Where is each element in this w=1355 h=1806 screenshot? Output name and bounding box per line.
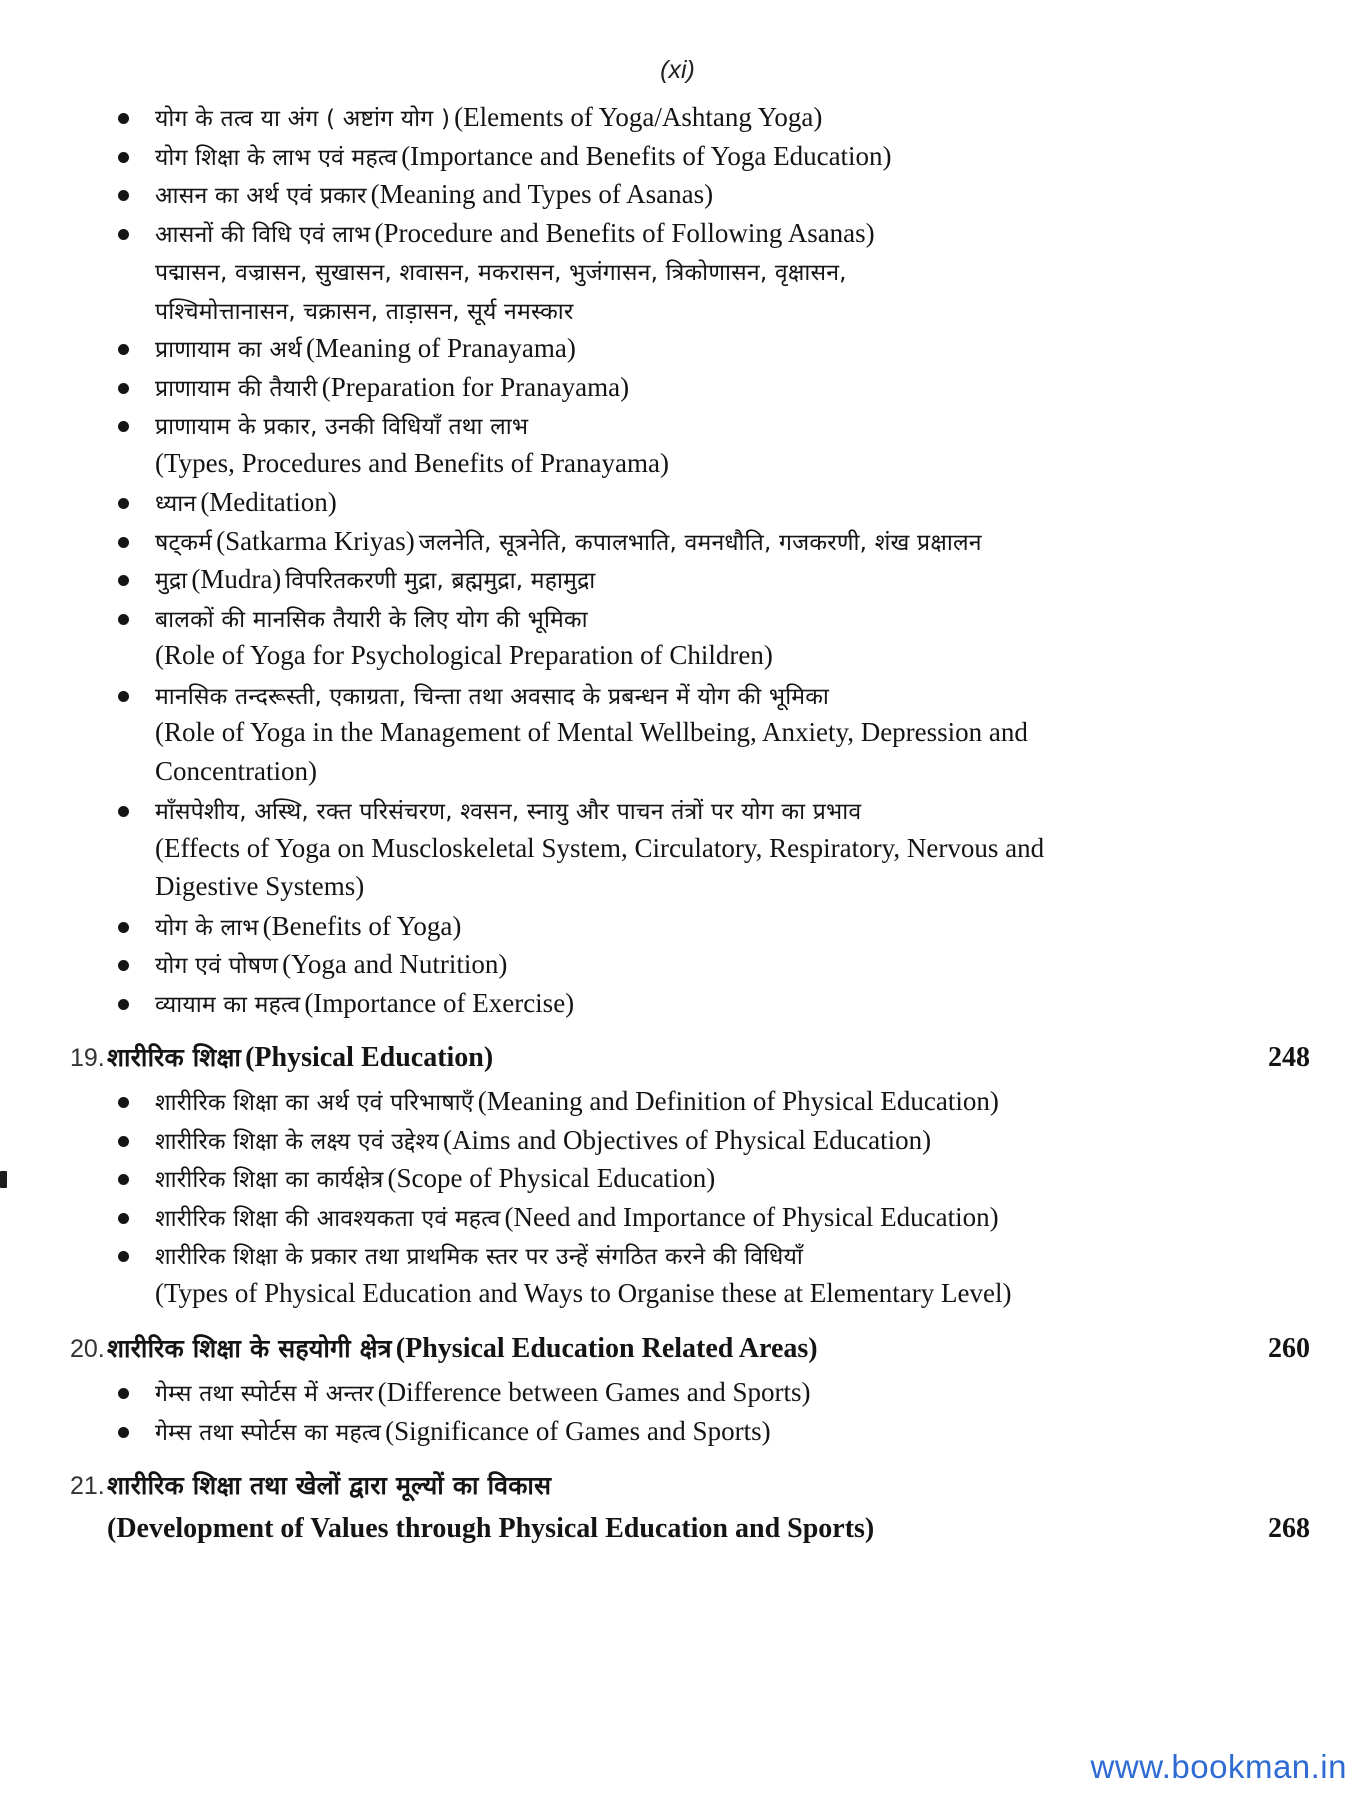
section-number: 20. <box>70 1335 105 1363</box>
bullet-icon <box>118 229 129 240</box>
entry-text-english: (Role of Yoga in the Management of Mental Wellbeing, Anxiety, Depression and <box>155 717 1028 747</box>
toc-list <box>0 85 1355 1558</box>
entry-text <box>155 178 1310 210</box>
entry-text-english: (Importance of Exercise) <box>304 987 575 1018</box>
toc-entry <box>70 1085 1310 1124</box>
entry-text-english: Digestive Systems) <box>155 871 365 901</box>
entry-text <box>155 871 1310 902</box>
toc-entry <box>70 217 1310 256</box>
entry-text <box>155 448 1310 479</box>
entry-text <box>155 255 1310 287</box>
toc-entry <box>70 140 1310 179</box>
page-number-header: (xi) <box>660 56 695 84</box>
bullet-cell <box>118 1430 155 1438</box>
toc-entry <box>70 679 1310 718</box>
entry-text <box>107 1040 1248 1074</box>
toc-entry <box>70 1124 1310 1163</box>
entry-text-english: (Scope of Physical Education) <box>387 1163 716 1193</box>
toc-entry <box>70 640 1310 679</box>
toc-entry <box>70 1040 1310 1085</box>
entry-text-hindi: शारीरिक शिक्षा के लक्ष्य एवं उद्देश्य <box>155 1128 439 1155</box>
bullet-cell <box>118 540 155 548</box>
bullet-icon <box>118 1427 129 1438</box>
entry-text-hindi: जलनेति, सूत्रनेति, कपालभाति, वमनधौति, गजकरणी, शंख प्रक्षालन <box>418 529 982 556</box>
toc-entry <box>70 1239 1310 1278</box>
bullet-icon <box>118 498 129 509</box>
entry-text-hindi: शारीरिक शिक्षा का अर्थ एवं परिभाषाएँ <box>155 1090 474 1116</box>
entry-text <box>155 1201 1310 1233</box>
toc-entry <box>70 1468 1310 1513</box>
toc-entry <box>70 409 1310 448</box>
bullet-icon <box>118 691 129 702</box>
bullet-cell <box>118 809 155 817</box>
entry-text <box>155 717 1310 748</box>
entry-text <box>155 1162 1310 1194</box>
entry-text <box>107 1468 1310 1502</box>
bullet-cell <box>118 347 155 355</box>
toc-entry <box>70 602 1310 641</box>
toc-entry <box>70 486 1310 525</box>
entry-text-hindi: आसनों की विधि एवं लाभ <box>155 221 371 248</box>
entry-text-hindi: आसन का अर्थ एवं प्रकार <box>155 183 367 209</box>
entry-text <box>155 294 1310 326</box>
entry-text-hindi: गेम्स तथा स्पोर्टस में अन्तर <box>155 1381 374 1407</box>
entry-text <box>155 371 1310 403</box>
section-number: 21. <box>70 1472 105 1500</box>
entry-text-english: (Types of Physical Education and Ways to Organise these at Elementary Level) <box>155 1277 1012 1308</box>
entry-text <box>155 1239 1310 1271</box>
toc-entry <box>70 525 1310 564</box>
toc-entry <box>70 101 1310 140</box>
entry-text-english: (Mudra) <box>191 564 282 594</box>
entry-text-english: (Satkarma Kriyas) <box>216 525 415 556</box>
toc-entry <box>70 794 1310 833</box>
entry-text-hindi: व्यायाम का महत्व <box>155 991 301 1018</box>
entry-text-hindi: मानसिक तन्दरूस्ती, एकाग्रता, चिन्ता तथा अवसाद के प्रबन्धन में योग की भूमिका <box>155 683 830 710</box>
entry-text-english: (Procedure and Benefits of Following Asanas) <box>374 217 875 248</box>
entry-text-english: (Types, Procedures and Benefits of Pranayama) <box>155 447 669 478</box>
page-number: 268 <box>1268 1513 1310 1544</box>
bullet-cell <box>118 155 155 163</box>
entry-text-hindi: ध्यान <box>155 491 197 517</box>
bullet-icon <box>118 113 129 124</box>
section-number: 19. <box>70 1044 105 1072</box>
entry-text-hindi: गेम्स तथा स्पोर्टस का महत्व <box>155 1419 382 1446</box>
entry-text <box>155 833 1310 864</box>
bullet-icon <box>118 383 129 394</box>
bullet-cell <box>118 1002 155 1010</box>
bullet-icon <box>118 575 129 586</box>
toc-entry <box>70 987 1310 1026</box>
page-number: 260 <box>1268 1333 1310 1364</box>
bullet-cell <box>118 1100 155 1108</box>
entry-text-english: (Meaning and Definition of Physical Education) <box>477 1086 999 1116</box>
toc-entry <box>70 332 1310 371</box>
entry-text-english: (Aims and Objectives of Physical Education) <box>442 1124 932 1155</box>
entry-text-english: (Preparation for Pranayama) <box>321 371 630 402</box>
entry-text-hindi: योग एवं पोषण <box>155 953 279 979</box>
entry-text <box>155 217 1310 249</box>
toc-entry <box>70 1331 1310 1376</box>
bullet-icon <box>118 152 129 163</box>
entry-text-english: (Importance and Benefits of Yoga Education) <box>401 140 892 171</box>
bullet-icon <box>118 190 129 201</box>
bullet-icon <box>118 614 129 625</box>
entry-text-hindi: योग के तत्व या अंग ( अष्टांग योग ) <box>155 106 451 132</box>
toc-entry <box>70 1162 1310 1201</box>
toc-entry <box>70 371 1310 410</box>
entry-text <box>155 794 1310 826</box>
entry-text-hindi: माँसपेशीय, अस्थि, रक्त परिसंचरण, श्वसन, स्नायु और पाचन तंत्रों पर योग का प्रभाव <box>155 799 862 825</box>
entry-text-hindi: शारीरिक शिक्षा की आवश्यकता एवं महत्व <box>155 1205 501 1232</box>
toc-entry <box>70 871 1310 910</box>
bullet-icon <box>118 1174 129 1185</box>
entry-text <box>155 1415 1310 1447</box>
entry-text <box>155 563 1310 595</box>
entry-text <box>155 1085 1310 1117</box>
entry-text-english: (Yoga and Nutrition) <box>282 949 508 979</box>
entry-text <box>155 910 1310 942</box>
bullet-cell <box>118 963 155 971</box>
entry-text-english: (Physical Education) <box>245 1042 494 1073</box>
entry-text-hindi: मुद्रा <box>155 568 188 594</box>
entry-text <box>155 525 1310 557</box>
entry-text-hindi: योग के लाभ <box>155 914 259 941</box>
bullet-icon <box>118 1251 129 1262</box>
page-number: 248 <box>1268 1042 1310 1073</box>
bullet-icon <box>118 1388 129 1399</box>
watermark-link[interactable]: www.bookman.in <box>1090 1748 1347 1785</box>
bullet-cell <box>118 1216 155 1224</box>
entry-text-hindi: योग शिक्षा के लाभ एवं महत्व <box>155 144 398 171</box>
entry-text-hindi: प्राणायाम की तैयारी <box>155 375 318 402</box>
bullet-icon <box>118 537 129 548</box>
entry-text <box>155 101 1310 133</box>
entry-text-hindi: शारीरिक शिक्षा तथा खेलों द्वारा मूल्यों का विकास <box>107 1471 552 1500</box>
entry-text-english: (Role of Yoga for Psychological Preparation of Children) <box>155 640 773 670</box>
entry-text-english: (Effects of Yoga on Muscloskeletal System, Circulatory, Respiratory, Nervous and <box>155 832 1045 863</box>
bullet-cell <box>118 232 155 240</box>
bullet-icon <box>118 922 129 933</box>
bullet-icon <box>118 421 129 432</box>
bullet-cell <box>118 386 155 394</box>
entry-text <box>155 409 1310 441</box>
entry-text <box>155 679 1310 711</box>
entry-text <box>155 987 1310 1019</box>
entry-text-english: (Benefits of Yoga) <box>262 910 462 941</box>
bullet-cell <box>118 501 155 509</box>
entry-text <box>155 486 1310 518</box>
scan-artifact <box>0 1171 7 1188</box>
toc-entry <box>70 1376 1310 1415</box>
entry-text-english: (Difference between Games and Sports) <box>377 1377 811 1407</box>
bullet-icon <box>118 1097 129 1108</box>
entry-text <box>155 756 1310 787</box>
toc-entry <box>70 1513 1310 1558</box>
bullet-icon <box>118 806 129 817</box>
entry-text <box>155 640 1310 671</box>
bullet-cell <box>118 1177 155 1185</box>
toc-entry <box>70 255 1310 294</box>
bullet-cell <box>118 116 155 124</box>
entry-text-english: (Meaning and Types of Asanas) <box>370 179 714 209</box>
toc-entry <box>70 294 1310 333</box>
bullet-icon <box>118 1213 129 1224</box>
entry-text-hindi: बालकों की मानसिक तैयारी के लिए योग की भूमिका <box>155 606 588 633</box>
entry-text-hindi: विपरितकरणी मुद्रा, ब्रह्ममुद्रा, महामुद्रा <box>285 568 596 594</box>
toc-entry <box>70 448 1310 487</box>
entry-text <box>107 1513 1248 1545</box>
bullet-cell <box>118 925 155 933</box>
entry-text <box>155 1376 1310 1408</box>
toc-entry <box>70 717 1310 756</box>
entry-text <box>155 948 1310 980</box>
entry-text <box>155 1124 1310 1156</box>
toc-entry <box>70 1415 1310 1454</box>
toc-entry <box>70 1278 1310 1317</box>
bullet-cell <box>118 578 155 586</box>
bullet-icon <box>118 344 129 355</box>
entry-text-hindi: प्राणायाम का अर्थ <box>155 337 302 363</box>
bullet-cell <box>118 1139 155 1147</box>
entry-text-hindi: षट्कर्म <box>155 529 213 556</box>
bullet-cell <box>118 617 155 625</box>
toc-entry <box>70 563 1310 602</box>
entry-text-english: Concentration) <box>155 755 317 786</box>
entry-text <box>155 1278 1310 1309</box>
toc-entry <box>70 1201 1310 1240</box>
bullet-icon <box>118 1136 129 1147</box>
entry-text-hindi: शारीरिक शिक्षा <box>107 1043 242 1072</box>
toc-entry <box>70 833 1310 872</box>
entry-text-english: (Elements of Yoga/Ashtang Yoga) <box>454 102 823 132</box>
bullet-cell <box>118 694 155 702</box>
entry-text <box>155 140 1310 172</box>
bullet-cell <box>118 193 155 201</box>
entry-text-english: (Development of Values through Physical Education and Sports) <box>107 1513 875 1544</box>
toc-entry <box>70 756 1310 795</box>
entry-text-english: (Meditation) <box>200 487 337 517</box>
entry-text-hindi: शारीरिक शिक्षा के सहयोगी क्षेत्र <box>107 1334 392 1363</box>
toc-entry <box>70 178 1310 217</box>
entry-text <box>155 332 1310 364</box>
bullet-cell <box>118 424 155 432</box>
entry-text <box>107 1331 1248 1365</box>
toc-entry <box>70 948 1310 987</box>
toc-entry <box>70 910 1310 949</box>
entry-text-english: (Need and Importance of Physical Education) <box>504 1201 999 1232</box>
bullet-icon <box>118 960 129 971</box>
entry-text-hindi: शारीरिक शिक्षा का कार्यक्षेत्र <box>155 1167 384 1193</box>
bullet-cell <box>118 1254 155 1262</box>
entry-text-english: (Significance of Games and Sports) <box>385 1415 771 1446</box>
bullet-cell <box>118 1391 155 1399</box>
entry-text-english: (Physical Education Related Areas) <box>395 1333 818 1364</box>
entry-text-hindi: पद्मासन, वज्रासन, सुखासन, शवासन, मकरासन, भुजंगासन, त्रिकोणासन, वृक्षासन, <box>155 260 847 286</box>
bullet-icon <box>118 999 129 1010</box>
entry-text <box>155 602 1310 634</box>
entry-text-hindi: पश्चिमोत्तानासन, चक्रासन, ताड़ासन, सूर्य नमस्कार <box>155 298 574 325</box>
entry-text-hindi: प्राणायाम के प्रकार, उनकी विधियाँ तथा लाभ <box>155 414 529 440</box>
entry-text-english: (Meaning of Pranayama) <box>306 333 576 363</box>
entry-text-hindi: शारीरिक शिक्षा के प्रकार तथा प्राथमिक स्तर पर उन्हें संगठित करने की विधियाँ <box>155 1244 803 1270</box>
